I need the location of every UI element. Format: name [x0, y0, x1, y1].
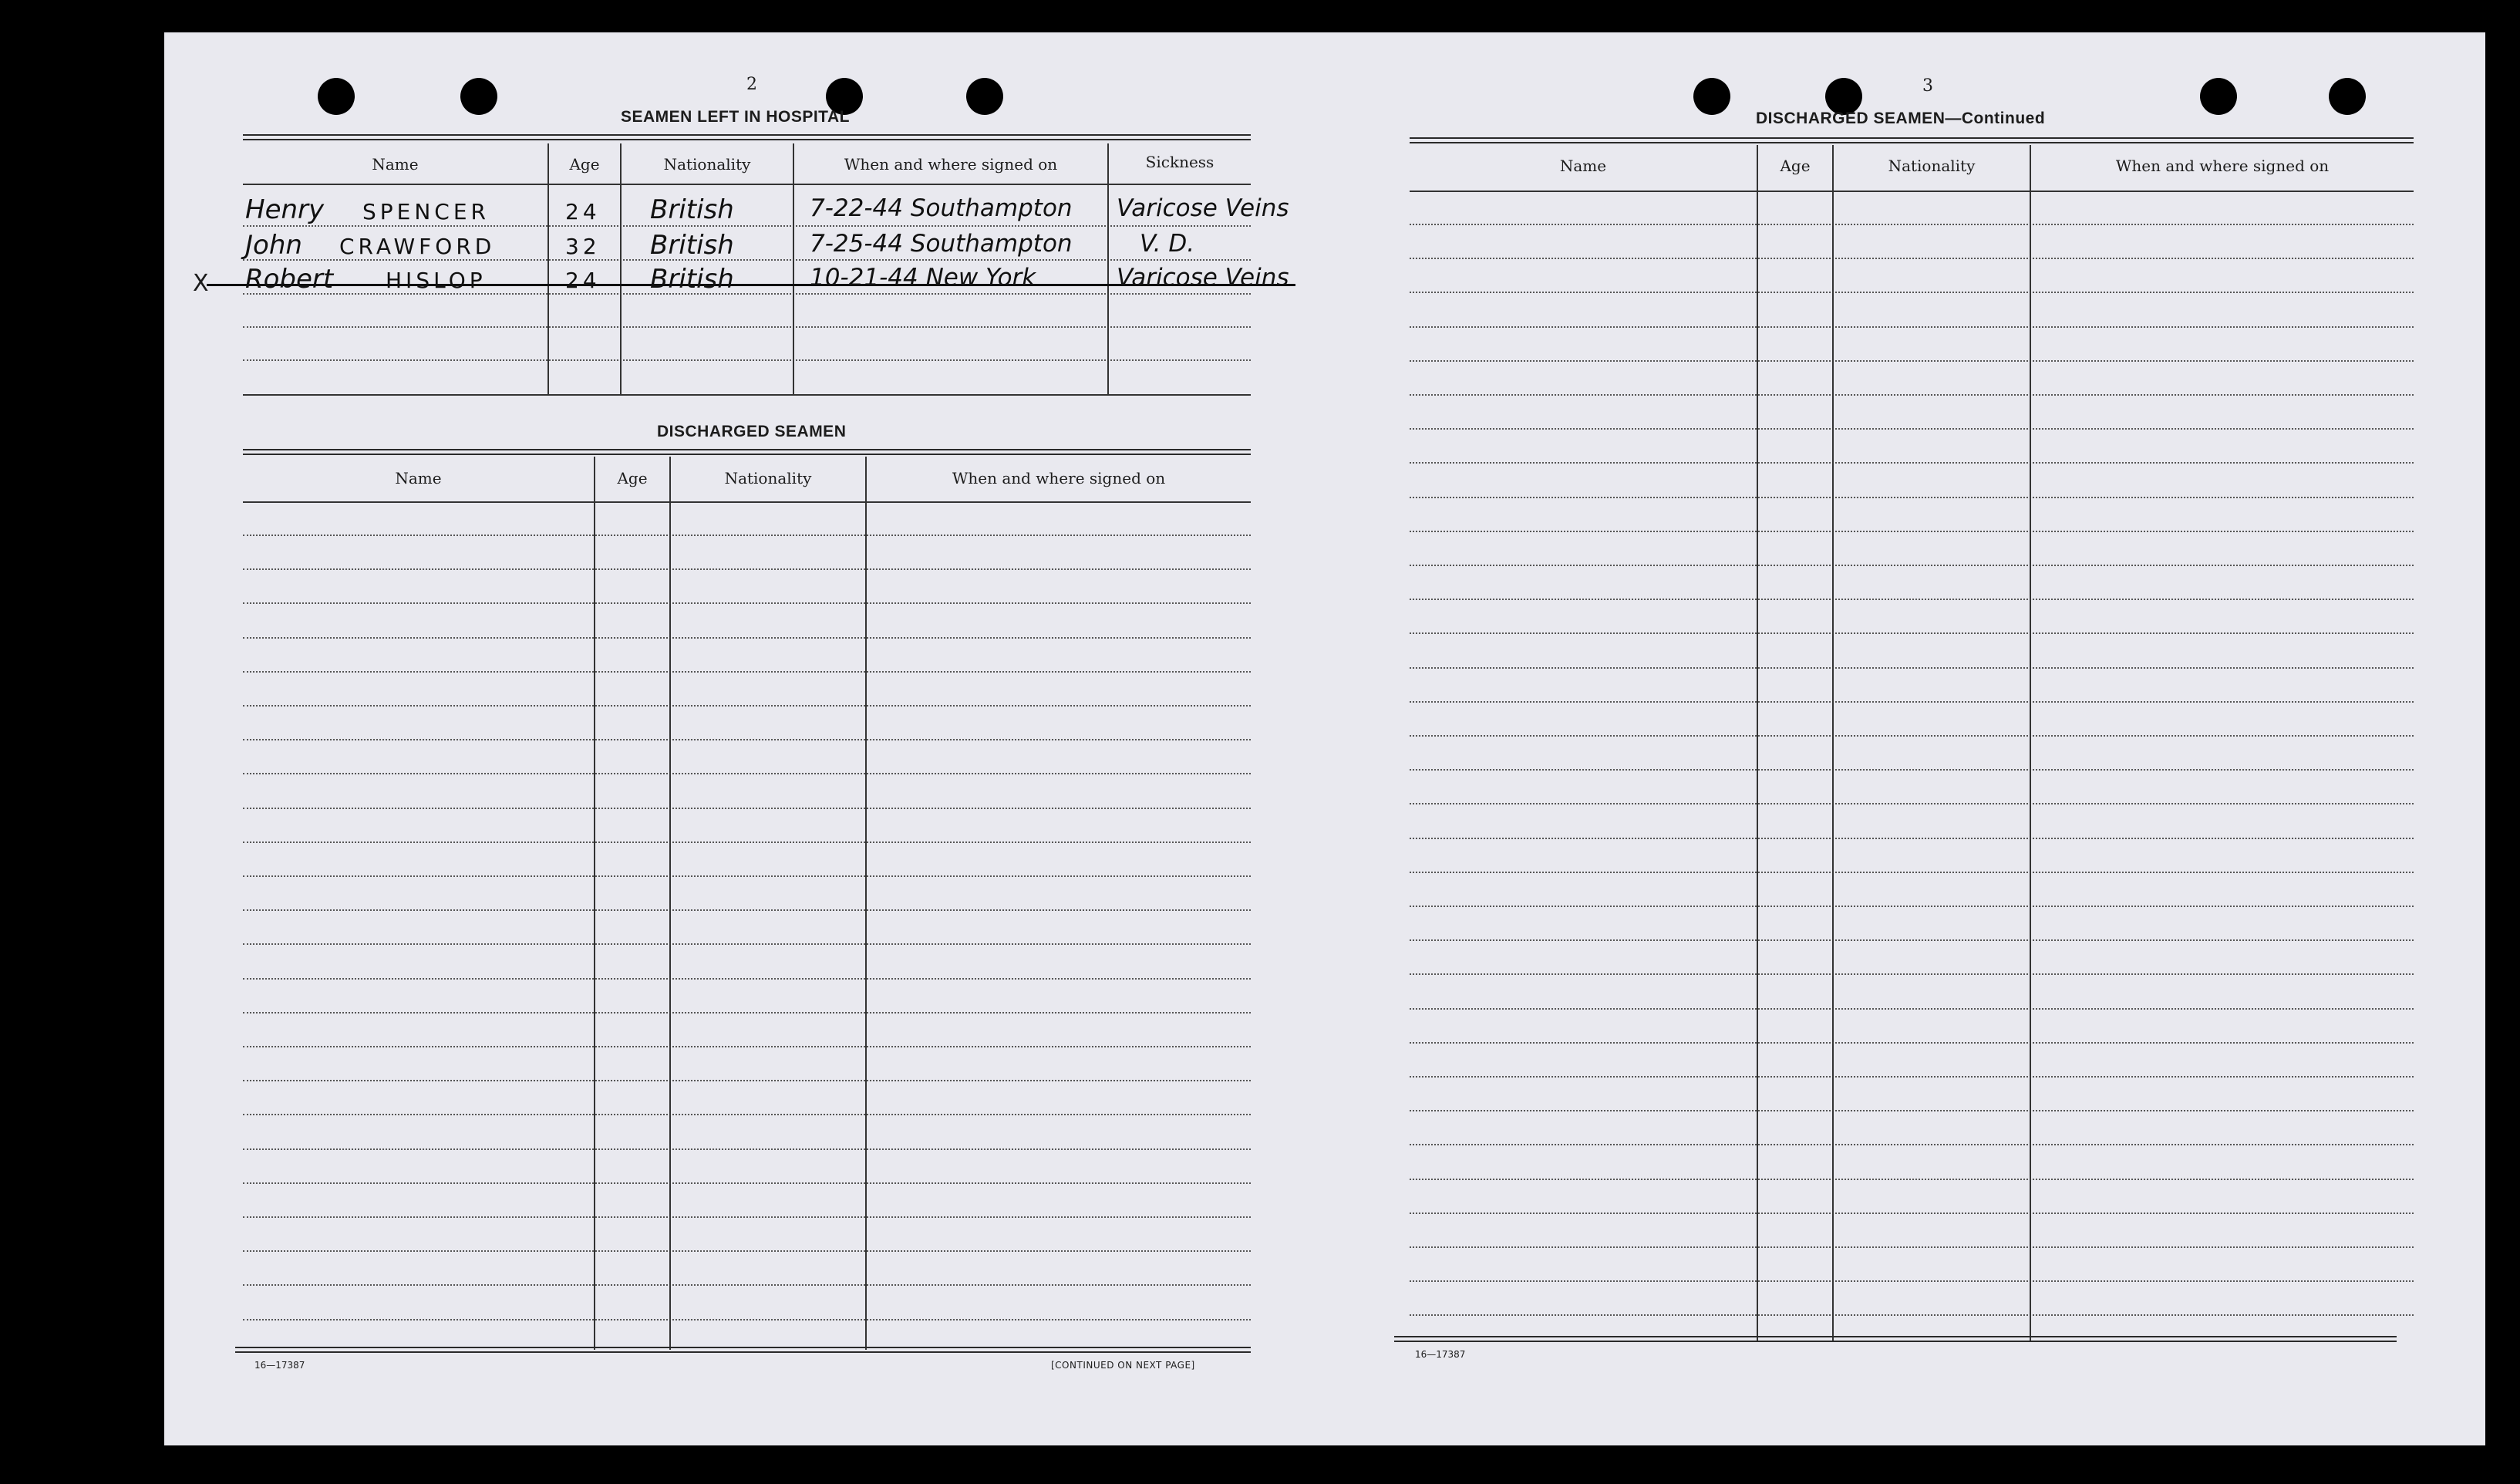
col-header-age: Age: [1780, 157, 1811, 175]
discharged-section-title: DISCHARGED SEAMEN: [657, 423, 847, 440]
first-name: Henry: [245, 194, 325, 225]
row-rule: [1410, 1144, 2414, 1145]
row-rule: [243, 1182, 1251, 1184]
bottom-rule: [243, 394, 1251, 396]
row-rule: [1410, 906, 2414, 907]
row-rule: [1410, 1280, 2414, 1282]
header-rule: [243, 501, 1251, 503]
row-rule: [243, 671, 1251, 673]
signed-on: 7-22-44 Southampton: [810, 194, 1073, 222]
row-rule: [243, 1080, 1251, 1081]
row-rule: [1410, 292, 2414, 293]
row-rule: [243, 1148, 1251, 1150]
last-name: CRAWFORD: [339, 234, 496, 259]
sickness: Varicose Veins: [1117, 264, 1289, 292]
age: 32: [565, 234, 601, 259]
row-rule: [243, 1012, 1251, 1014]
row-rule: [243, 773, 1251, 774]
row-rule: [243, 909, 1251, 911]
row-rule: [243, 875, 1251, 877]
page-number: 3: [1922, 76, 1933, 96]
row-rule: [1410, 838, 2414, 839]
form-number: 16—17387: [254, 1360, 305, 1371]
column-divider: [669, 457, 671, 1350]
col-header-name: Name: [372, 155, 419, 174]
row-rule: [243, 326, 1251, 328]
header-rule: [243, 184, 1251, 185]
punch-hole: [966, 78, 1003, 115]
row-rule: [243, 1114, 1251, 1115]
punch-hole: [2329, 78, 2366, 115]
col-header-signed-on: When and where signed on: [844, 155, 1058, 174]
last-name: SPENCER: [362, 199, 490, 224]
row-rule: [1410, 599, 2414, 600]
row-rule: [1410, 769, 2414, 771]
column-divider: [594, 457, 595, 1350]
first-name: Robert: [245, 264, 334, 295]
row-rule: [243, 637, 1251, 639]
column-divider: [1832, 145, 1834, 1341]
row-rule: [243, 359, 1251, 361]
row-rule: [243, 739, 1251, 740]
row-rule: [1410, 1179, 2414, 1180]
row-rule: [243, 808, 1251, 809]
punch-hole: [2200, 78, 2237, 115]
first-name: John: [245, 230, 302, 261]
column-divider: [1757, 145, 1758, 1341]
row-rule: [1410, 360, 2414, 362]
sickness: Varicose Veins: [1117, 194, 1289, 222]
column-divider: [865, 457, 867, 1350]
row-rule: [243, 568, 1251, 570]
last-name: HISLOP: [386, 268, 487, 293]
col-header-nationality: Nationality: [724, 469, 812, 487]
column-divider: [547, 143, 549, 395]
col-header-name: Name: [395, 469, 442, 487]
row-rule: [243, 602, 1251, 604]
row-rule: [1410, 1314, 2414, 1316]
punch-hole: [318, 78, 355, 115]
row-rule: [1410, 1212, 2414, 1214]
row-rule: [1410, 565, 2414, 566]
age: 24: [565, 268, 601, 293]
col-header-name: Name: [1559, 157, 1607, 175]
col-header-sickness: Sickness: [1145, 153, 1215, 171]
row-rule: [1410, 224, 2414, 225]
table-bottom-rule: [235, 1347, 1251, 1353]
title-continued: —Continued: [1945, 110, 2046, 127]
table-bottom-rule: [1394, 1336, 2397, 1342]
discharged-continued-title: [1756, 110, 2045, 128]
row-rule: [1410, 1076, 2414, 1078]
row-rule: [1410, 735, 2414, 737]
signed-on: 10-21-44 New York: [810, 264, 1036, 292]
row-rule: [1410, 1008, 2414, 1010]
row-rule: [243, 1284, 1251, 1286]
row-rule: [243, 1216, 1251, 1218]
col-header-age: Age: [617, 469, 648, 487]
section-rule: [243, 449, 1251, 455]
row-rule: [243, 978, 1251, 980]
section-rule: [1410, 137, 2414, 143]
age: 24: [565, 199, 601, 224]
row-rule: [1410, 531, 2414, 532]
column-divider: [1107, 143, 1109, 395]
column-divider: [2030, 145, 2031, 1341]
header-rule: [1410, 191, 2414, 192]
hospital-section-title: SEAMEN LEFT IN HOSPITAL: [621, 108, 850, 126]
col-header-age: Age: [569, 155, 600, 174]
row-rule: [243, 1046, 1251, 1047]
row-rule: [243, 705, 1251, 707]
column-divider: [620, 143, 622, 395]
row-rule: [1410, 394, 2414, 396]
signed-on: 7-25-44 Southampton: [810, 230, 1073, 258]
strike-through-line: [207, 284, 1295, 286]
row-rule: [1410, 939, 2414, 941]
punch-hole: [460, 78, 497, 115]
col-header-nationality: Nationality: [1888, 157, 1976, 175]
nationality: British: [650, 264, 734, 295]
row-rule: [1410, 667, 2414, 669]
margin-x-mark: X: [193, 270, 209, 297]
row-rule: [1410, 872, 2414, 873]
section-rule: [243, 134, 1251, 140]
nationality: British: [650, 194, 734, 225]
row-rule: [1410, 1246, 2414, 1248]
page-number: 2: [746, 75, 757, 94]
row-rule: [1410, 632, 2414, 634]
row-rule: [1410, 462, 2414, 464]
column-divider: [793, 143, 794, 395]
row-rule: [243, 841, 1251, 843]
row-rule: [1410, 497, 2414, 498]
form-number: 16—17387: [1415, 1349, 1466, 1360]
col-header-signed-on: When and where signed on: [2115, 157, 2330, 175]
row-rule: [243, 293, 1251, 295]
row-rule: [243, 943, 1251, 945]
title-main: DISCHARGED SEAMEN: [1756, 110, 1946, 127]
row-rule: [1410, 258, 2414, 259]
row-rule: [1410, 803, 2414, 804]
row-rule: [243, 535, 1251, 536]
row-rule: [1410, 1110, 2414, 1111]
row-rule: [243, 1319, 1251, 1320]
nationality: British: [650, 230, 734, 261]
row-rule: [1410, 428, 2414, 430]
row-rule: [243, 1250, 1251, 1252]
col-header-nationality: Nationality: [663, 155, 751, 174]
row-rule: [1410, 326, 2414, 328]
sickness: V. D.: [1140, 230, 1195, 258]
row-rule: [243, 259, 1251, 261]
col-header-signed-on: When and where signed on: [952, 469, 1166, 487]
row-rule: [1410, 701, 2414, 703]
continued-note: [CONTINUED ON NEXT PAGE]: [1051, 1360, 1195, 1371]
punch-hole: [1693, 78, 1730, 115]
row-rule: [243, 225, 1251, 227]
row-rule: [1410, 973, 2414, 975]
row-rule: [1410, 1042, 2414, 1044]
